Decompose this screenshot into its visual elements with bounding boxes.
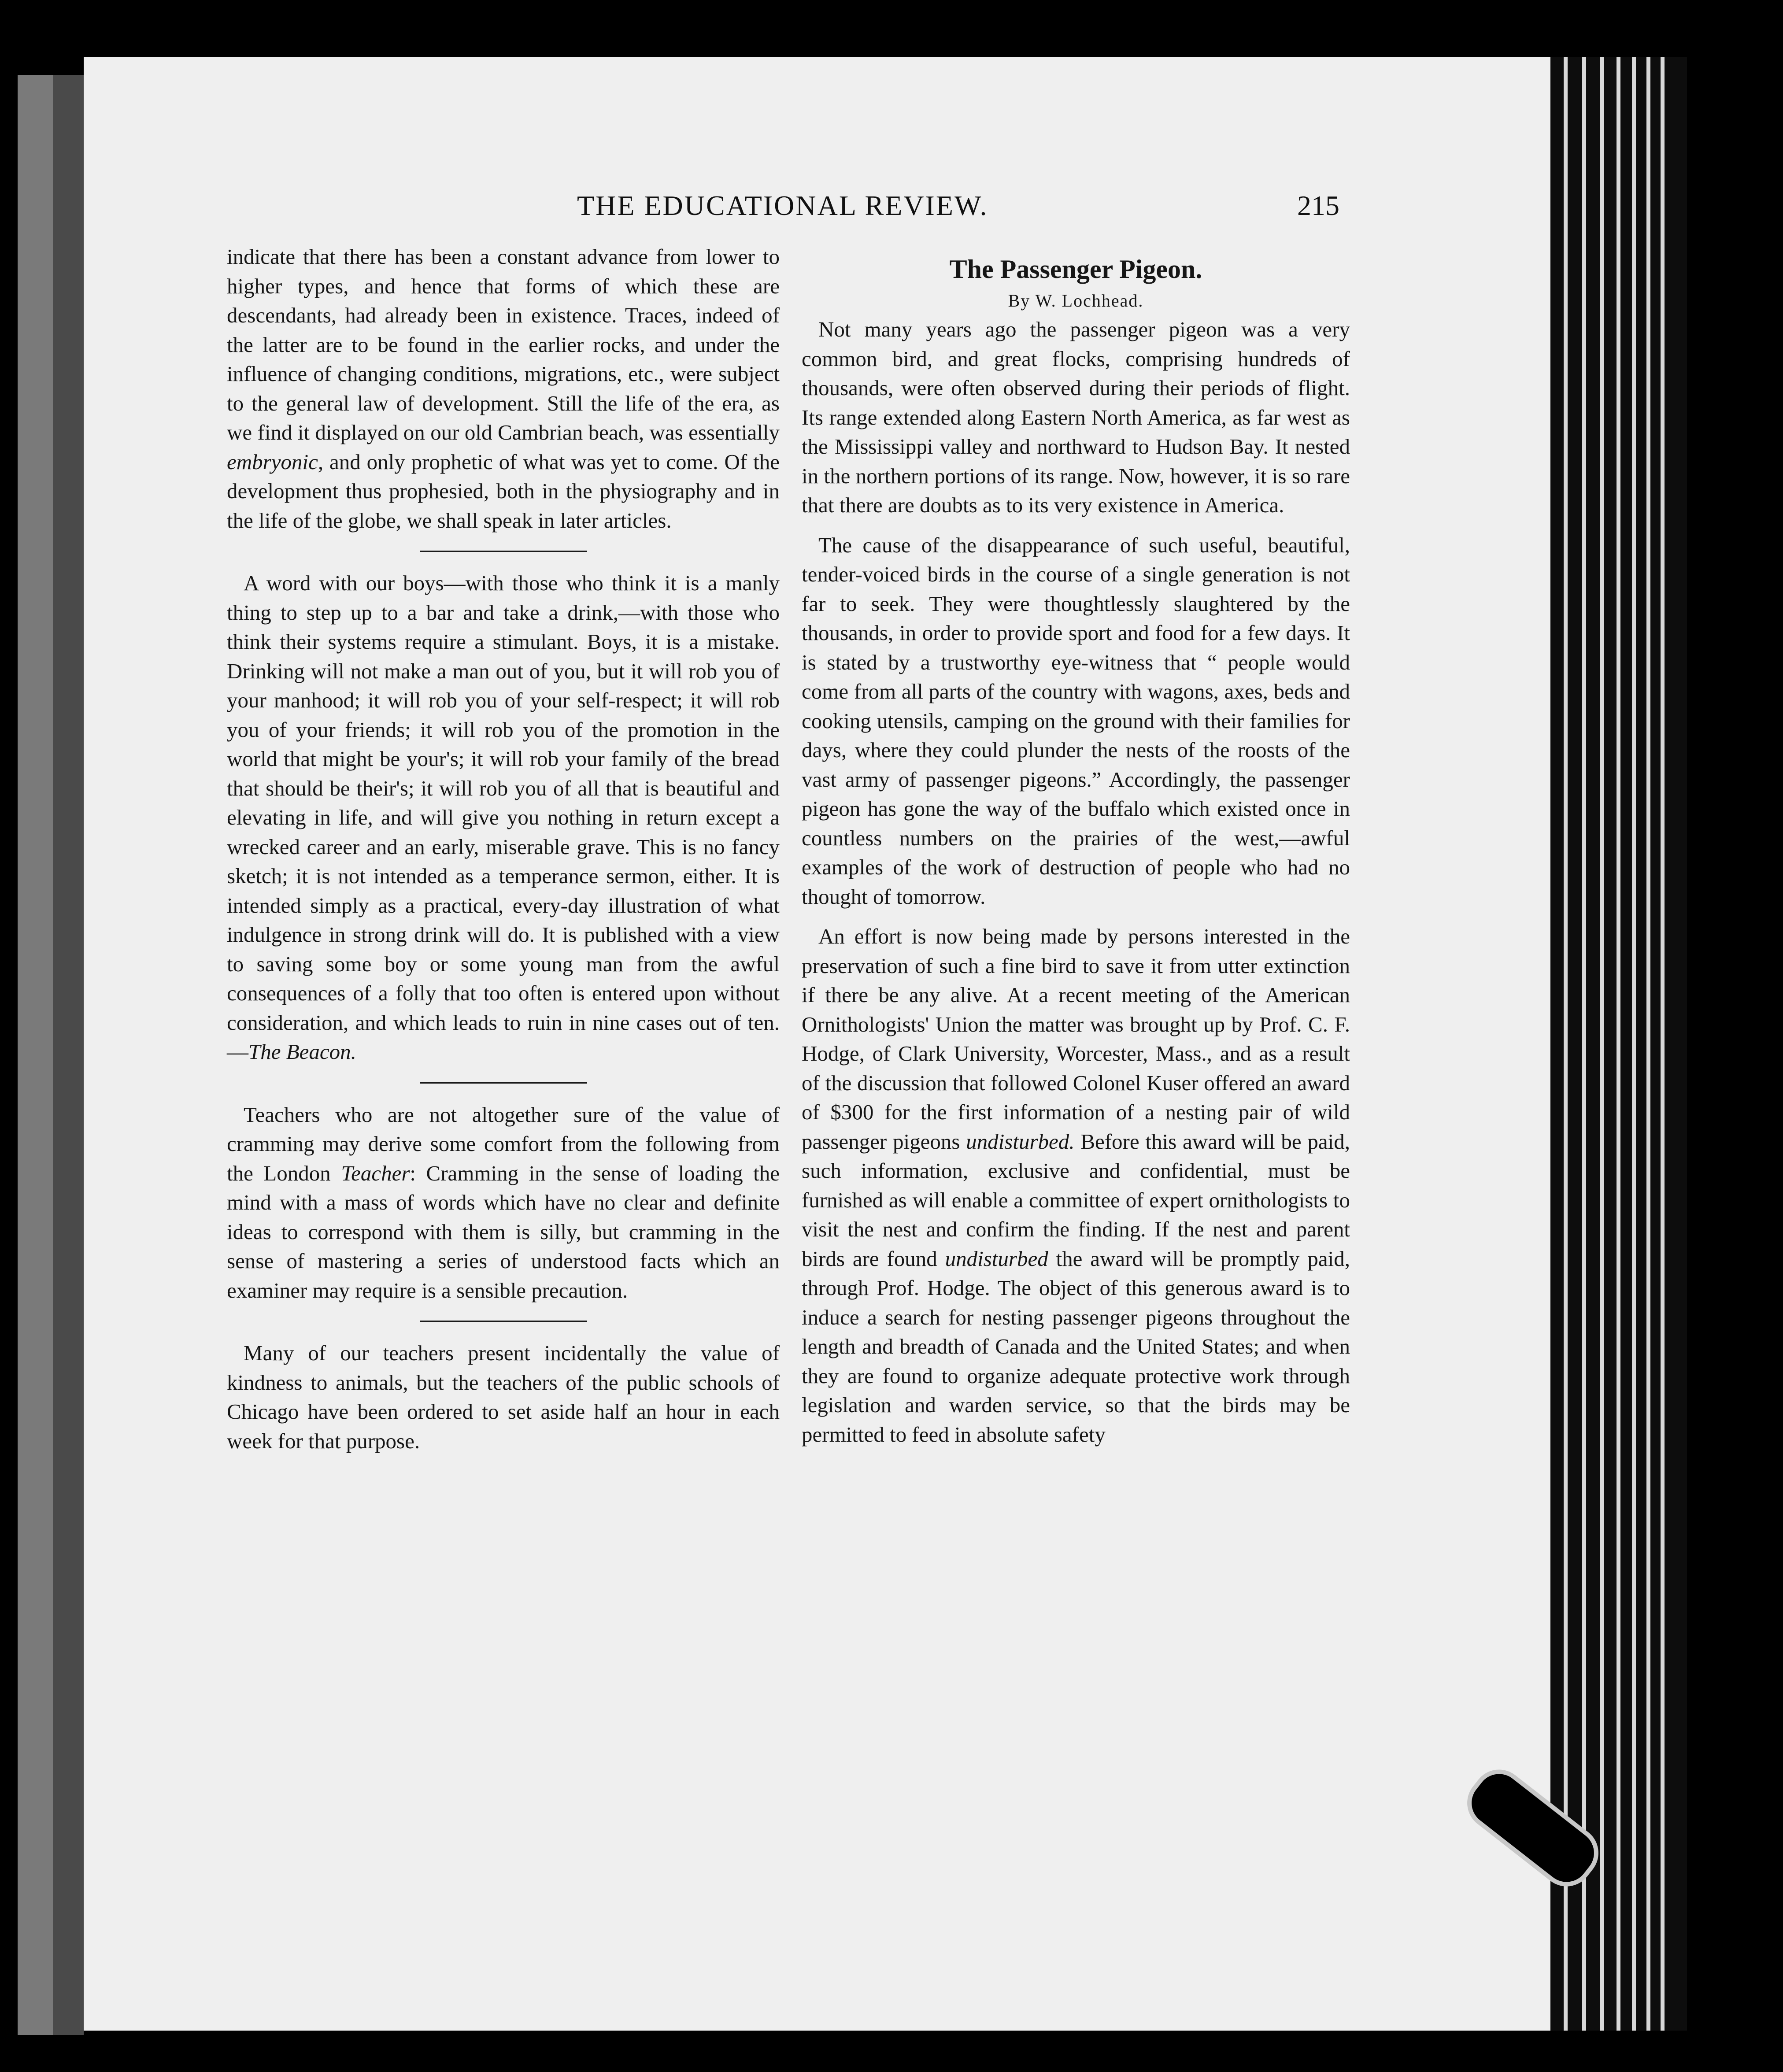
section-divider (420, 551, 587, 552)
paragraph-effort: An effort is now being made by persons interested in the preservation of such a fine bird to save it from utter extinction if there be any alive. At a recent meeting of the American Ornithologists' Union the matter was brought up by Prof. C. F. Hodge, of Clark University, Worcester, Mass., and as a result of the discussion that followed Colonel Kuser offered an award of $300 for the first information of a nesting pair of wild passenger pigeons undisturbed. Before this award will be paid, such information, exclusive and confidential, must be furnished as will enable a committee of expert ornithologists to visit the nest and confirm the finding. If the nest and parent birds are found undisturbed the award will be promptly paid, through Prof. Hodge. The object of this generous award is to induce a search for nesting passenger pigeons throughout the length and breadth of Canada and the United States; and when they are found to organize adequate protective work through legislation and warden service, so that the birds may be permitted to feed in absolute safety (802, 924, 1350, 1447)
page-stack-edges (1550, 57, 1687, 2031)
section-divider (420, 1321, 587, 1322)
paragraph-geology: indicate that there has been a constant advance from lower to higher types, and hence that forms of which these are descendants, had already been in existence. Traces, indeed of the latter are to be found in the earlier rocks, and under the influence of changing conditions, migrations, etc., were subject to the general law of development. Still the life of the era, as we find it displayed on our old Cambrian beach, was essentially embryonic, and only prophetic of what was yet to come. Of the development thus prophesied, both in the physiography and in the life of the globe, we shall speak in later articles. (227, 244, 780, 533)
paragraph-cause: The cause of the disappearance of such useful, beautiful, tender-voiced birds in the course of a single generation is not far to seek. They were thoughtlessly slaughtered by the thousands, in order to provide sport and food for a few days. It is stated by a trustworthy eye-witness that “ people would come from all parts of the country with wagons, axes, beds and cooking utensils, camping on the ground with their families for days, where they could plunder the nests of the roosts of the vast army of passenger pigeons.” Accordingly, the passenger pigeon has gone the way of the buffalo which existed once in countless numbers on the prairies of the west,—awful examples of the work of destruction of people who had no thought of tomorrow. (802, 533, 1350, 909)
page-edge-line (1564, 57, 1568, 2031)
page-edge-line (1600, 57, 1604, 2031)
page-edge-line (1632, 57, 1636, 2031)
paragraph-kindness: Many of our teachers present incidentally the value of kindness to animals, but the teachers of the public schools of Chicago have been ordered to set aside half an hour in each week for that purpose. (227, 1341, 780, 1453)
page-gutter-shadow (53, 75, 84, 2035)
section-divider (420, 1082, 587, 1084)
paragraph-intro: Not many years ago the passenger pigeon was a very common bird, and great flocks, comprising hundreds of thousands, were often observed during their periods of flight. Its range extended along Eastern North America, as far west as the Mississippi valley and northward to Hudson Bay. It nested in the northern portions of its range. Now, however, it is so rare that there are doubts as to its very existence in America. (802, 317, 1350, 517)
page-edge-line (1582, 57, 1586, 2031)
paragraph-boys: A word with our boys—with those who think it is a manly thing to step up to a bar and take a drink,—with those who think their systems require a stimulant. Boys, it is a mistake. Drinking will not make a man out of you, but it will rob you of your manhood; it will rob you of your self-respect; it will rob you of your friends; it will rob you of the promotion in the world that might be your's; it will rob your family of the bread that should be their's; it will rob you of all that is beautiful and elevating in life, and will give you nothing in return except a wrecked career and an early, miserable grave. This is no fancy sketch; it is not intended as a temperance sermon, either. It is intended simply as a practical, every-day illustration of what indulgence in strong drink will do. It is published with a view to saving some boy or some young man from the awful consequences of a folly that too often is entered upon without consideration, and which leads to ruin in nine cases out of ten.—The Beacon. (227, 571, 780, 1064)
page-edge-line (1646, 57, 1650, 2031)
paragraph-cramming: Teachers who are not altogether sure of the value of cramming may derive some comfort from the following from the London Teacher: Cramming in the sense of loading the mind with a mass of words which have no clear and definite ideas to correspond with them is silly, but cramming in the sense of mastering a series of understood facts which an examiner may require is a sensible precaution. (227, 1102, 780, 1302)
article-title: The Passenger Pigeon. (949, 255, 1202, 284)
page-number: 215 (1297, 190, 1339, 221)
article-byline: By W. Lochhead. (1008, 291, 1144, 311)
page-edge-line (1661, 57, 1665, 2031)
right-column (802, 253, 1350, 1449)
left-column (227, 242, 780, 1456)
running-title: THE EDUCATIONAL REVIEW. (577, 190, 988, 221)
page-edge-line (1617, 57, 1620, 2031)
